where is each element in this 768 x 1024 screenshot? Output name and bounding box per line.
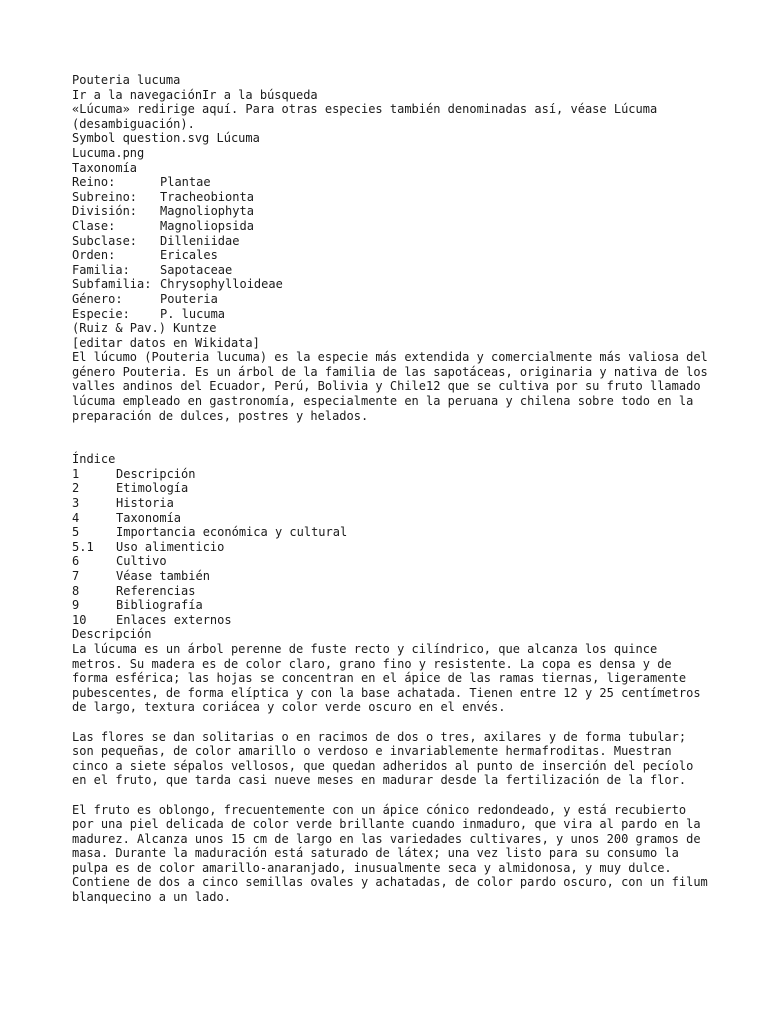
taxonomy-table — [72, 175, 712, 321]
toc-label: Enlaces externos — [116, 612, 232, 627]
toc-number: 4 — [72, 510, 80, 525]
spacer — [72, 788, 712, 803]
description-paragraph: Las flores se dan solitarias o en racimos de dos o tres, axilares y de forma tubular; son pequeñas, de color amarillo o verdoso e invariablemente hermafroditas. Muestran cinco a siete sépalos vellosos, que quedan adheridos al punto de inserción del pecíolo en el fruto, que tarda casi nueve meses en madurar desde la fertilización de la flor. — [72, 729, 694, 788]
toc-number: 2 — [72, 481, 80, 496]
toc-item[interactable] — [72, 467, 712, 482]
taxonomy-row — [72, 292, 712, 307]
taxonomy-key: Subclase: — [72, 233, 138, 248]
toc-label: Véase también — [116, 569, 210, 583]
taxonomy-key: Orden: — [72, 248, 116, 263]
spacer — [72, 715, 712, 730]
taxonomy-key: Clase: — [72, 218, 116, 233]
toc-number: 5 — [72, 525, 80, 540]
taxonomy-key: Especie: — [72, 306, 130, 321]
taxonomy-value: Tracheobionta — [160, 189, 254, 204]
toc-number: 3 — [72, 496, 80, 511]
taxonomy-key: Subfamilia: — [72, 277, 152, 292]
taxonomy-value: Sapotaceae — [160, 262, 233, 277]
taxonomy-value: Magnoliophyta — [160, 204, 254, 219]
taxonomy-row — [72, 234, 712, 249]
taxonomy-row — [72, 219, 712, 234]
taxonomy-value: Chrysophylloideae — [160, 277, 283, 292]
taxonomy-value: Dilleniidae — [160, 233, 240, 248]
toc-item[interactable] — [72, 554, 712, 569]
toc-item[interactable] — [72, 540, 712, 555]
toc-label: Taxonomía — [116, 510, 182, 525]
document-page — [72, 73, 712, 905]
taxonomy-value: Plantae — [160, 175, 211, 190]
toc-number: 9 — [72, 598, 80, 613]
toc-item[interactable] — [72, 598, 712, 613]
toc-label: Importancia económica y cultural — [116, 525, 348, 540]
taxonomy-row — [72, 263, 712, 278]
toc-label: Bibliografía — [116, 598, 203, 613]
taxonomy-value: P. lucuma — [160, 306, 226, 321]
image-name: Lucuma.png — [72, 145, 145, 160]
taxonomy-row — [72, 204, 712, 219]
description-paragraph: El fruto es oblongo, frecuentemente con un ápice cónico redondeado, y está recubierto por una piel delicada de color verde brillante cuando inmaduro, que vira al pardo en la madurez. Alcanza unos 15 cm de largo en las variedades cultivares, y unos 200 gramos de masa. Durante la maduración está saturado de látex; una vez listo para su consumo la pulpa es de color amarillo-anaranjado, inusualmente seca y almidonosa, y muy dulce. Contiene de dos a cinco semillas ovales y achatadas, de color pardo oscuro, con un filum blanquecino a un lado. — [72, 802, 708, 905]
description-paragraph: La lúcuma es un árbol perenne de fuste recto y cilíndrico, que alcanza los quince metros. Su madera es de color claro, grano fino y resistente. La copa es densa y de forma esférica; las hojas se concentran en el ápice de las ramas tiernas, ligeramente pubescentes, de forma elíptica y con la base achatada. Tienen entre 12 y 25 centímetros de largo, textura coriácea y color verde oscuro en el envés. — [72, 641, 701, 715]
taxonomy-value: Ericales — [160, 248, 218, 263]
page-title: Pouteria lucuma — [72, 73, 181, 87]
toc-label: Cultivo — [116, 554, 167, 569]
toc-item[interactable] — [72, 569, 712, 584]
redirect-note: «Lúcuma» redirige aquí. Para otras especies también denominadas así, véase Lúcuma (desambiguación). — [72, 102, 658, 131]
taxonomy-value: Magnoliopsida — [160, 218, 254, 233]
toc-number: 6 — [72, 554, 80, 569]
wikidata-edit-link[interactable]: [editar datos en Wikidata] — [72, 335, 260, 350]
section-heading-descripcion: Descripción — [72, 627, 152, 642]
taxonomy-row — [72, 307, 712, 322]
toc-number: 1 — [72, 466, 80, 481]
table-of-contents — [72, 467, 712, 628]
toc-number: 8 — [72, 583, 80, 598]
taxonomy-key: Reino: — [72, 175, 116, 190]
index-heading: Índice — [72, 452, 116, 467]
taxonomy-row — [72, 248, 712, 263]
spacer — [72, 423, 712, 452]
toc-item[interactable] — [72, 525, 712, 540]
taxonomy-key: División: — [72, 204, 138, 219]
toc-item[interactable] — [72, 511, 712, 526]
toc-item[interactable] — [72, 496, 712, 511]
taxonomy-key: Género: — [72, 291, 123, 306]
intro-paragraph: El lúcumo (Pouteria lucuma) es la especie más extendida y comercialmente más valiosa del género Pouteria. Es un árbol de la familia de las sapotáceas, originaria y nativa de los valles andinos del Ecuador, Perú, Bolivia y Chile12 que se cultiva por su fruto llamado lúcuma empleado en gastronomía, especialmente en la peruana y chilena sobre todo en la preparación de dulces, postres y helados. — [72, 350, 708, 423]
toc-number: 5.1 — [72, 539, 94, 554]
toc-item[interactable] — [72, 584, 712, 599]
toc-number: 10 — [72, 612, 87, 627]
taxonomy-heading: Taxonomía — [72, 160, 138, 175]
taxonomy-value: Pouteria — [160, 291, 218, 306]
taxonomy-row — [72, 277, 712, 292]
toc-item[interactable] — [72, 481, 712, 496]
nav-links[interactable]: Ir a la navegaciónIr a la búsqueda — [72, 87, 318, 102]
toc-label: Referencias — [116, 583, 196, 598]
taxonomy-row — [72, 190, 712, 205]
symbol-line: Symbol question.svg Lúcuma — [72, 131, 260, 146]
taxonomy-row — [72, 175, 712, 190]
taxonomy-authority: (Ruiz & Pav.) Kuntze — [72, 321, 217, 336]
toc-label: Descripción — [116, 466, 196, 481]
toc-label: Uso alimenticio — [116, 539, 225, 554]
toc-item[interactable] — [72, 613, 712, 628]
toc-label: Etimología — [116, 481, 189, 496]
taxonomy-key: Subreino: — [72, 189, 138, 204]
taxonomy-key: Familia: — [72, 262, 130, 277]
toc-label: Historia — [116, 496, 174, 511]
toc-number: 7 — [72, 569, 80, 583]
